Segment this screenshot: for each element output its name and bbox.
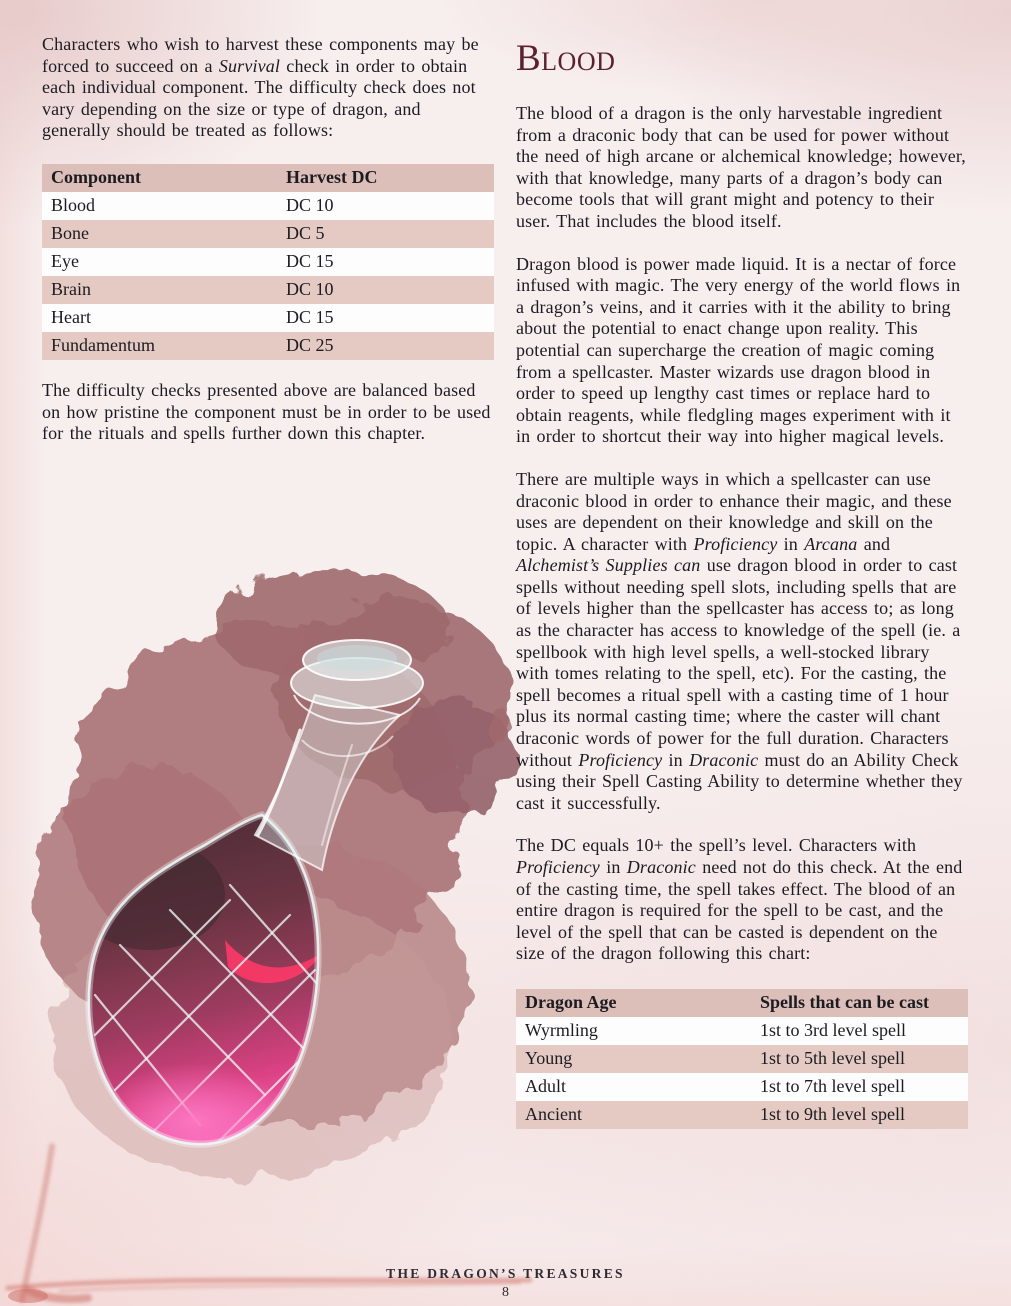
table-header-cell: Component bbox=[42, 164, 277, 192]
table-cell: Eye bbox=[51, 250, 79, 271]
italic-text-run: Alchemist’s Supplies can bbox=[516, 555, 701, 576]
left-column bbox=[42, 34, 494, 466]
harvest-dc-table bbox=[42, 164, 494, 360]
text-run: in bbox=[599, 857, 627, 877]
italic-text-run: Proficiency bbox=[516, 857, 600, 877]
table-cell: Wyrmling bbox=[525, 1019, 598, 1040]
italic-text-run: Draconic bbox=[689, 749, 759, 770]
text-run: There are multiple ways in which a spellcaster can use draconic blood in order to enhance their magic, and these uses are dependent on their knowledge and skill on the topic. A character with bbox=[516, 468, 952, 554]
table-header-cell: Dragon Age bbox=[516, 989, 751, 1017]
table-row bbox=[42, 220, 494, 248]
text-run: must do an Ability Check using their Spell Casting Ability to determine whether they cast it successfully. bbox=[516, 749, 963, 813]
table-cell: DC 15 bbox=[286, 306, 334, 327]
table-row bbox=[42, 192, 494, 220]
table-row bbox=[42, 304, 494, 332]
text-run: and bbox=[857, 533, 891, 554]
page-number: 8 bbox=[502, 1285, 509, 1300]
italic-text-run: Arcana bbox=[804, 533, 858, 554]
paragraph-difficulty-note: The difficulty checks presented above are balanced based on how pristine the component must be in order to be used for the rituals and spells further down this chapter. bbox=[42, 379, 491, 444]
italic-text-run: Proficiency bbox=[693, 533, 778, 554]
table-header-cell: Spells that can be cast bbox=[751, 989, 968, 1017]
table-row bbox=[516, 1101, 968, 1129]
table-header-cell: Harvest DC bbox=[277, 164, 494, 192]
table-row bbox=[516, 1017, 968, 1045]
italic-text-run: Draconic bbox=[626, 857, 696, 877]
table-cell: DC 15 bbox=[286, 250, 334, 271]
text-run: The DC equals 10+ the spell’s level. Characters with bbox=[516, 835, 917, 856]
table-cell: Blood bbox=[51, 194, 96, 215]
table-row bbox=[516, 1073, 968, 1101]
table-cell: DC 10 bbox=[286, 194, 334, 215]
table-cell: Adult bbox=[525, 1075, 567, 1096]
running-title: THE DRAGON’S TREASURES bbox=[386, 1266, 625, 1281]
table-header-row bbox=[516, 989, 968, 1017]
table-cell: Bone bbox=[51, 222, 89, 243]
text-run: in bbox=[777, 533, 805, 554]
page-footer bbox=[0, 1266, 1011, 1301]
paragraph-blood-4 bbox=[516, 835, 968, 965]
table-cell: DC 10 bbox=[286, 278, 334, 299]
text-run: check in order to obtain each individual component. The difficulty check does not vary depending on the size or type of dragon, and generally should be treated as follows: bbox=[42, 55, 476, 141]
table-row bbox=[516, 1045, 968, 1073]
table-cell: 1st to 9th level spell bbox=[760, 1103, 906, 1124]
section-heading-blood: Blood bbox=[516, 38, 616, 79]
paragraph-harvest-intro bbox=[42, 34, 494, 142]
italic-text-run: Survival bbox=[218, 55, 281, 76]
table-cell: Young bbox=[525, 1047, 573, 1068]
text-run: Characters who wish to harvest these components may be forced to succeed on a bbox=[42, 34, 479, 76]
table-row bbox=[42, 276, 494, 304]
table-cell: DC 5 bbox=[286, 222, 325, 243]
table-cell: Heart bbox=[51, 306, 91, 327]
paragraph-blood-3 bbox=[516, 469, 968, 815]
table-cell: 1st to 7th level spell bbox=[760, 1075, 906, 1096]
table-cell: 1st to 3rd level spell bbox=[760, 1019, 907, 1040]
table-row bbox=[42, 332, 494, 360]
italic-text-run: Proficiency bbox=[578, 749, 663, 770]
table-header-row bbox=[42, 164, 494, 192]
paragraph-blood-1: The blood of a dragon is the only harvestable ingredient from a draconic body that can be used for power without the need of high arcane or alchemical knowledge; however, with that knowledge, many parts of a dragon’s body can become tools that will grant might and potency to their user. That includes the blood itself. bbox=[516, 103, 966, 231]
text-run: use dragon blood in order to cast spells without needing spell slots, including spells that are of levels higher than the spellcaster has access to; as long as the character has access to knowledge of the spell (ie. a spellbook with high level spells, a well-stocked library with tomes relating to the spell, etc). For the casting, the spell becomes a ritual spell with a casting time of 1 hour plus its normal casting time; where the caster will chant draconic words of power for the full duration. Characters without bbox=[516, 555, 961, 770]
right-column bbox=[516, 40, 968, 1149]
table-row bbox=[42, 248, 494, 276]
table-cell: 1st to 5th level spell bbox=[760, 1047, 906, 1068]
table-cell: Fundamentum bbox=[51, 334, 155, 355]
spells-table-wrap bbox=[516, 989, 968, 1129]
table-cell: Brain bbox=[51, 278, 91, 299]
text-run: need not do this check. At the end of the casting time, the spell takes effect. The blood of an entire dragon is required for the spell to be cast, and the level of the spell that can be casted is dependent on the size of the dragon following this chart: bbox=[516, 857, 963, 964]
dragon-age-spells-table bbox=[516, 989, 968, 1129]
table-cell: Ancient bbox=[525, 1103, 582, 1124]
table-cell: DC 25 bbox=[286, 334, 334, 355]
text-run: in bbox=[662, 749, 690, 770]
paragraph-blood-2: Dragon blood is power made liquid. It is a nectar of force infused with magic. The very energy of the world flows in a dragon’s veins, and it carries with it the ability to bring about the potential to enact change upon reality. This potential can supercharge the creation of magic coming from a spellcaster. Master wizards use dragon blood in order to speed up lengthy cast times or replace hard to obtain reagents, while fledgling mages experiment with it in order to shortcut their way into higher magical levels. bbox=[516, 253, 961, 447]
